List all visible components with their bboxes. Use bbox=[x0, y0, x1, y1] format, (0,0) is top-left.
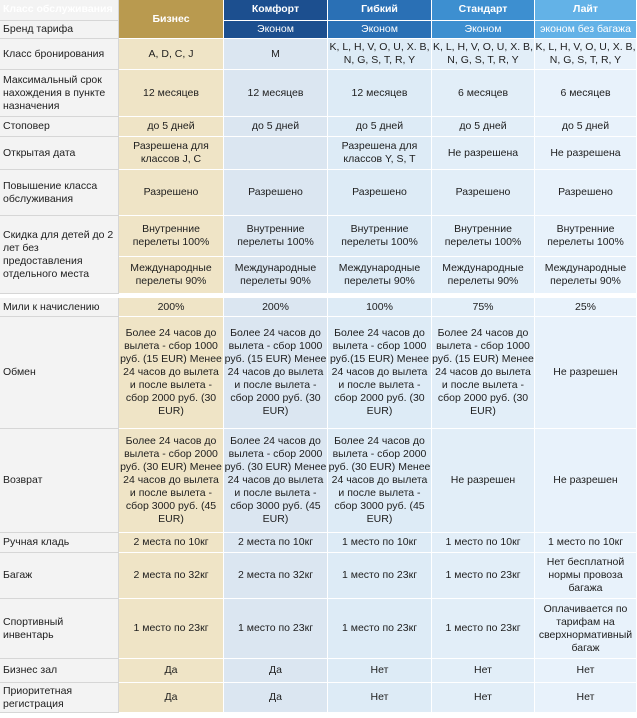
cell-comfort: 12 месяцев bbox=[224, 70, 328, 117]
cell-business: Внутренние перелеты 100% bbox=[119, 216, 224, 257]
cell-comfort: Более 24 часов до вылета - сбор 1000 руб. (15 EUR) Менее 24 часов до вылета и после вылета - сбор 2000 руб. (30 EUR) bbox=[224, 317, 328, 429]
table-row bbox=[0, 39, 637, 70]
cell-standard: Не разрешена bbox=[432, 137, 535, 170]
table-row bbox=[0, 599, 637, 659]
cell-flex: 1 место по 23кг bbox=[328, 553, 432, 599]
cell-comfort: Внутренние перелеты 100% bbox=[224, 216, 328, 257]
cell-business: Да bbox=[119, 659, 224, 683]
table-row bbox=[0, 553, 637, 599]
column-header-standard: Стандарт bbox=[432, 0, 535, 21]
cell-business: 2 места по 32кг bbox=[119, 553, 224, 599]
cell-flex: 100% bbox=[328, 298, 432, 317]
cell-standard: 1 место по 23кг bbox=[432, 553, 535, 599]
row-label: Стоповер bbox=[0, 117, 119, 137]
table-row bbox=[0, 117, 637, 137]
row-label: Возврат bbox=[0, 429, 119, 533]
table-row bbox=[0, 170, 637, 216]
table-row bbox=[0, 683, 637, 713]
cell-comfort: 200% bbox=[224, 298, 328, 317]
cell-standard: Нет bbox=[432, 683, 535, 713]
row-label: Ручная кладь bbox=[0, 533, 119, 553]
service-class-label: Класс обслуживания bbox=[0, 0, 119, 21]
row-label: Приоритетная регистрация bbox=[0, 683, 119, 713]
table-row bbox=[0, 659, 637, 683]
column-subheader-comfort: Эконом bbox=[224, 21, 328, 39]
cell-business: 1 место по 23кг bbox=[119, 599, 224, 659]
cell-business: 12 месяцев bbox=[119, 70, 224, 117]
cell-flex: Международные перелеты 90% bbox=[328, 257, 432, 294]
cell-flex: Нет bbox=[328, 683, 432, 713]
cell-standard: до 5 дней bbox=[432, 117, 535, 137]
cell-comfort: 2 места по 32кг bbox=[224, 553, 328, 599]
cell-comfort: Да bbox=[224, 659, 328, 683]
table-row bbox=[0, 317, 637, 429]
row-label: Класс бронирования bbox=[0, 39, 119, 70]
table-row bbox=[0, 216, 637, 257]
table-row bbox=[0, 298, 637, 317]
cell-business: Более 24 часов до вылета - сбор 1000 руб. (15 EUR) Менее 24 часов до вылета и после вылета - сбор 2000 руб. (30 EUR) bbox=[119, 317, 224, 429]
cell-standard: Не разрешен bbox=[432, 429, 535, 533]
column-header-comfort: Комфорт bbox=[224, 0, 328, 21]
cell-standard: 75% bbox=[432, 298, 535, 317]
cell-comfort bbox=[224, 137, 328, 170]
column-subheader-standard: Эконом bbox=[432, 21, 535, 39]
row-label: Скидка для детей до 2 лет без предоставления отдельного места bbox=[0, 216, 119, 294]
cell-standard: Нет bbox=[432, 659, 535, 683]
cell-flex: до 5 дней bbox=[328, 117, 432, 137]
cell-flex: 1 место по 10кг bbox=[328, 533, 432, 553]
table-row bbox=[0, 137, 637, 170]
cell-business: до 5 дней bbox=[119, 117, 224, 137]
row-label: Повышение класса обслуживания bbox=[0, 170, 119, 216]
cell-lite: 25% bbox=[535, 298, 637, 317]
cell-lite: Не разрешен bbox=[535, 317, 637, 429]
cell-standard: Международные перелеты 90% bbox=[432, 257, 535, 294]
row-label: Максимальный срок нахождения в пункте назначения bbox=[0, 70, 119, 117]
cell-lite: Международные перелеты 90% bbox=[535, 257, 637, 294]
cell-flex: Нет bbox=[328, 659, 432, 683]
cell-flex: Разрешено bbox=[328, 170, 432, 216]
cell-flex: 1 место по 23кг bbox=[328, 599, 432, 659]
cell-flex: 12 месяцев bbox=[328, 70, 432, 117]
cell-business: 200% bbox=[119, 298, 224, 317]
row-label: Спортивный инвентарь bbox=[0, 599, 119, 659]
cell-lite: Не разрешена bbox=[535, 137, 637, 170]
cell-comfort: Более 24 часов до вылета - сбор 2000 руб. (30 EUR) Менее 24 часов до вылета и после вылета - сбор 3000 руб. (45 EUR) bbox=[224, 429, 328, 533]
cell-lite: Нет bbox=[535, 683, 637, 713]
cell-comfort: 2 места по 10кг bbox=[224, 533, 328, 553]
cell-lite: K, L, H, V, O, U, X. B, N, G, S, T, R, Y bbox=[535, 39, 637, 70]
cell-business: Разрешено bbox=[119, 170, 224, 216]
cell-standard: 6 месяцев bbox=[432, 70, 535, 117]
cell-business: Международные перелеты 90% bbox=[119, 257, 224, 294]
cell-business: A, D, C, J bbox=[119, 39, 224, 70]
cell-business: Да bbox=[119, 683, 224, 713]
column-header-flex: Гибкий bbox=[328, 0, 432, 21]
row-label: Обмен bbox=[0, 317, 119, 429]
row-label: Открытая дата bbox=[0, 137, 119, 170]
table-row bbox=[0, 533, 637, 553]
cell-standard: 1 место по 23кг bbox=[432, 599, 535, 659]
cell-comfort: Международные перелеты 90% bbox=[224, 257, 328, 294]
cell-lite: 6 месяцев bbox=[535, 70, 637, 117]
cell-standard: Более 24 часов до вылета - сбор 1000 руб. (15 EUR) Менее 24 часов до вылета и после вылета - сбор 2000 руб. (30 EUR) bbox=[432, 317, 535, 429]
column-subheader-flex: Эконом bbox=[328, 21, 432, 39]
cell-comfort: 1 место по 23кг bbox=[224, 599, 328, 659]
cell-comfort: до 5 дней bbox=[224, 117, 328, 137]
cell-lite: Оплачивается по тарифам на сверхнормативный багаж bbox=[535, 599, 637, 659]
column-subheader-lite: эконом без багажа bbox=[535, 21, 637, 39]
cell-comfort: Да bbox=[224, 683, 328, 713]
cell-lite: Нет bbox=[535, 659, 637, 683]
row-label: Багаж bbox=[0, 553, 119, 599]
cell-flex: Более 24 часов до вылета - сбор 1000 руб.(15 EUR) Менее 24 часов до вылета и после вылета - сбор 2000 руб. (30 EUR) bbox=[328, 317, 432, 429]
cell-business: Разрешена для классов J, C bbox=[119, 137, 224, 170]
cell-comfort: M bbox=[224, 39, 328, 70]
cell-lite: Не разрешен bbox=[535, 429, 637, 533]
cell-business: Более 24 часов до вылета - сбор 2000 руб. (30 EUR) Менее 24 часов до вылета и после вылета - сбор 3000 руб. (45 EUR) bbox=[119, 429, 224, 533]
cell-standard: 1 место по 10кг bbox=[432, 533, 535, 553]
cell-standard: K, L, H, V, O, U, X. B, N, G, S, T, R, Y bbox=[432, 39, 535, 70]
cell-comfort: Разрешено bbox=[224, 170, 328, 216]
cell-lite: 1 место по 10кг bbox=[535, 533, 637, 553]
table-row bbox=[0, 70, 637, 117]
cell-business: 2 места по 10кг bbox=[119, 533, 224, 553]
row-label: Мили к начислению bbox=[0, 298, 119, 317]
cell-flex: Разрешена для классов Y, S, T bbox=[328, 137, 432, 170]
cell-lite: Внутренние перелеты 100% bbox=[535, 216, 637, 257]
cell-flex: Более 24 часов до вылета - сбор 2000 руб. (30 EUR) Менее 24 часов до вылета и после вылета - сбор 3000 руб. (45 EUR) bbox=[328, 429, 432, 533]
cell-standard: Разрешено bbox=[432, 170, 535, 216]
column-header-business: Бизнес bbox=[119, 0, 224, 39]
cell-lite: до 5 дней bbox=[535, 117, 637, 137]
column-header-lite: Лайт bbox=[535, 0, 637, 21]
cell-flex: Внутренние перелеты 100% bbox=[328, 216, 432, 257]
cell-standard: Внутренние перелеты 100% bbox=[432, 216, 535, 257]
row-label: Бизнес зал bbox=[0, 659, 119, 683]
tariff-brand-label: Бренд тарифа bbox=[0, 21, 119, 39]
cell-flex: K, L, H, V, O, U, X. B, N, G, S, T, R, Y bbox=[328, 39, 432, 70]
cell-lite: Разрешено bbox=[535, 170, 637, 216]
table-row bbox=[0, 429, 637, 533]
cell-lite: Нет бесплатной нормы провоза багажа bbox=[535, 553, 637, 599]
